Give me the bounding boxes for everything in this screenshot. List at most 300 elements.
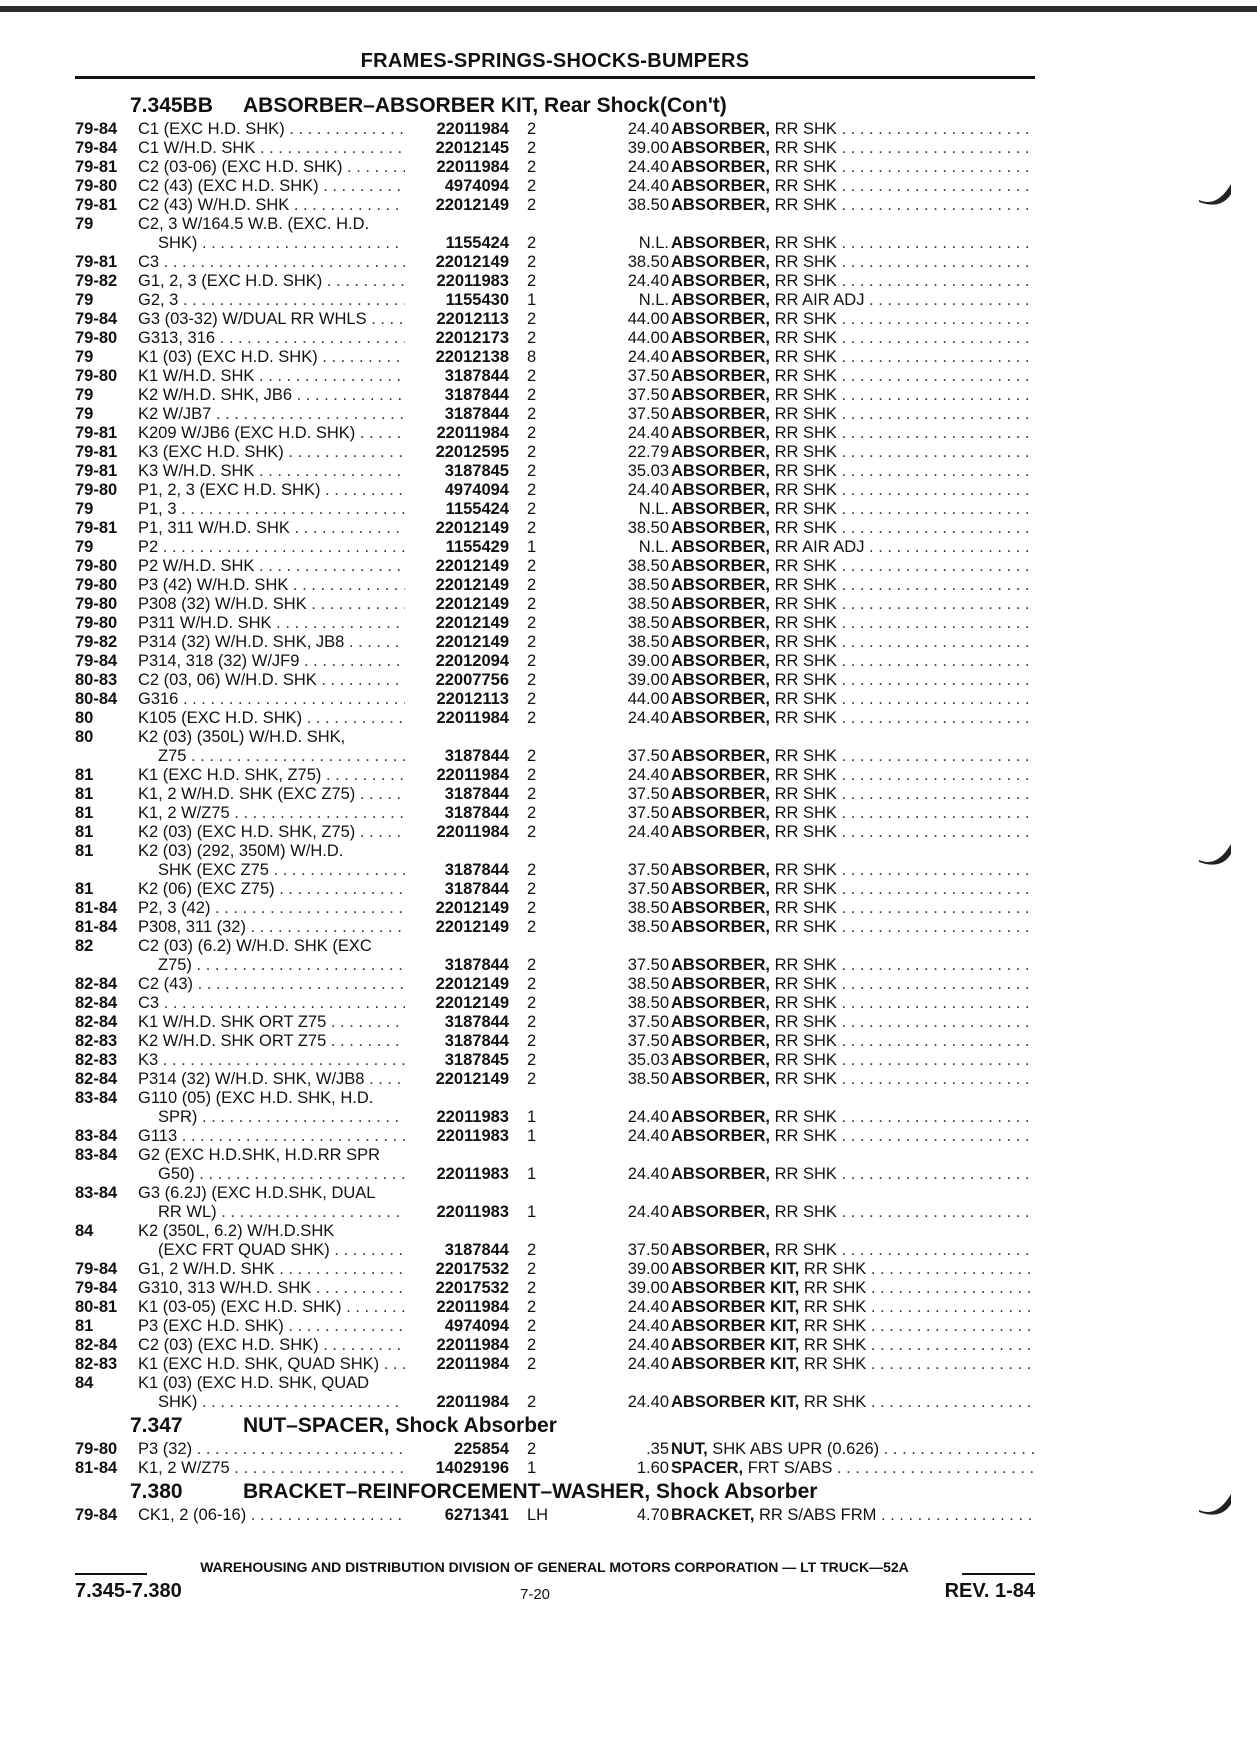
part-name-detail: RR SHK (770, 956, 837, 974)
model-year: 79-80 (75, 177, 118, 195)
application-description: (EXC FRT QUAD SHK) . . . (158, 1241, 488, 1260)
part-name-noun: ABSORBER, (671, 272, 771, 290)
model-year: 81 (75, 785, 94, 803)
table-row (75, 424, 1035, 443)
part-number: 3187844 (405, 386, 509, 405)
model-year: 82-84 (75, 1336, 118, 1354)
application-description: K1 (03-05) (EXC H.D. SHK) . . . (138, 1298, 488, 1317)
table-row (75, 975, 1035, 994)
section-number: 7.345BB (130, 94, 213, 117)
price: 38.50 (627, 595, 669, 613)
part-number: 225854 (405, 1440, 509, 1459)
part-name (671, 633, 1035, 652)
application-description: G316 . . . (138, 690, 488, 709)
part-number: 22011984 (405, 766, 509, 785)
table-row (75, 329, 1035, 348)
model-year: 79-81 (75, 443, 118, 461)
application-description: G1, 2 W/H.D. SHK . . . (138, 1260, 488, 1279)
price: 24.40 (627, 481, 669, 499)
part-name-detail: RR SHK (770, 120, 837, 138)
part-name (671, 443, 1035, 462)
section-heading (75, 1478, 1035, 1506)
application-description: G110 (05) (EXC H.D. SHK, H.D. (138, 1089, 374, 1107)
part-name-noun: ABSORBER, (671, 861, 771, 879)
quantity: 2 (527, 158, 537, 176)
table-row (75, 994, 1035, 1013)
part-name (671, 671, 1035, 690)
application-description: K3 . . . (138, 1051, 488, 1070)
model-year: 82 (75, 937, 94, 955)
table-row (75, 918, 1035, 937)
part-number: 22012149 (405, 519, 509, 538)
section-title: NUT–SPACER, Shock Absorber (243, 1414, 557, 1437)
footer-division-text: WAREHOUSING AND DISTRIBUTION DIVISION OF GENERAL MOTORS CORPORATION — LT TRUCK—52A (200, 1559, 909, 1575)
model-year: 82-84 (75, 1013, 118, 1031)
part-number: 22012149 (405, 994, 509, 1013)
quantity: 2 (527, 652, 537, 670)
part-name-detail: RR SHK (770, 405, 837, 423)
quantity: 2 (527, 367, 537, 385)
table-row (75, 1146, 1035, 1165)
part-number: 3187844 (405, 1241, 509, 1260)
part-name (671, 1440, 1035, 1459)
part-name-detail: RR SHK (770, 386, 837, 404)
model-year: 83-84 (75, 1089, 118, 1107)
model-year: 82-84 (75, 994, 118, 1012)
table-row (75, 709, 1035, 728)
part-number: 3187844 (405, 785, 509, 804)
model-year: 82-84 (75, 1070, 118, 1088)
table-row (75, 671, 1035, 690)
model-year: 80 (75, 709, 94, 727)
price: N.L. (638, 538, 669, 556)
part-number: 22011983 (405, 1165, 509, 1184)
part-name-noun: ABSORBER, (671, 1203, 771, 1221)
part-name (671, 994, 1035, 1013)
quantity: 2 (527, 1051, 537, 1069)
part-number: 1155430 (405, 291, 509, 310)
price: 39.00 (627, 652, 669, 670)
part-name-detail: RR SHK (770, 310, 837, 328)
quantity: 2 (527, 861, 537, 879)
part-name (671, 880, 1035, 899)
part-name-detail: RR SHK (770, 443, 837, 461)
application-description: G310, 313 W/H.D. SHK . . . (138, 1279, 488, 1298)
quantity: 2 (527, 1279, 537, 1297)
part-name (671, 1127, 1035, 1146)
part-name-detail: RR SHK (770, 139, 837, 157)
part-number: 22012149 (405, 899, 509, 918)
table-row (75, 310, 1035, 329)
table-row (75, 348, 1035, 367)
quantity: 2 (527, 785, 537, 803)
price: 24.40 (627, 1108, 669, 1126)
part-name (671, 158, 1035, 177)
part-name-noun: ABSORBER, (671, 994, 771, 1012)
price: 38.50 (627, 975, 669, 993)
table-row (75, 272, 1035, 291)
table-row (75, 1440, 1035, 1459)
quantity: LH (527, 1506, 549, 1524)
model-year: 79-81 (75, 196, 118, 214)
part-name (671, 709, 1035, 728)
price: 24.40 (627, 177, 669, 195)
table-row (75, 880, 1035, 899)
part-name (671, 1108, 1035, 1127)
table-row (75, 1089, 1035, 1108)
part-number: 3187844 (405, 956, 509, 975)
part-number: 22012094 (405, 652, 509, 671)
header-rule (75, 76, 1035, 79)
part-name-noun: ABSORBER, (671, 899, 771, 917)
price: 24.40 (627, 1355, 669, 1373)
application-description: C2, 3 W/164.5 W.B. (EXC. H.D. (138, 215, 370, 233)
price: 35.03 (627, 462, 669, 480)
application-description: K2 W/H.D. SHK ORT Z75 . . . (138, 1032, 488, 1051)
table-row (75, 1317, 1035, 1336)
quantity: 1 (527, 1127, 537, 1145)
quantity: 2 (527, 329, 537, 347)
part-name-noun: ABSORBER, (671, 405, 771, 423)
part-number: 22011984 (405, 1298, 509, 1317)
part-name-noun: ABSORBER, (671, 481, 771, 499)
quantity: 2 (527, 481, 537, 499)
quantity: 1 (527, 291, 537, 309)
part-number: 22012149 (405, 557, 509, 576)
part-name-detail: RR SHK (770, 519, 837, 537)
model-year: 82-84 (75, 975, 118, 993)
part-name-detail: RR SHK (770, 1070, 837, 1088)
part-name-noun: ABSORBER, (671, 1165, 771, 1183)
part-name-detail: RR SHK (770, 747, 837, 765)
part-name (671, 405, 1035, 424)
application-description: P314, 318 (32) W/JF9 . . . (138, 652, 488, 671)
quantity: 2 (527, 519, 537, 537)
part-number: 22007756 (405, 671, 509, 690)
part-number: 22012595 (405, 443, 509, 462)
part-name-detail: RR SHK (770, 234, 837, 252)
price: 39.00 (627, 671, 669, 689)
part-number: 22012145 (405, 139, 509, 158)
parts-list (75, 92, 1035, 1525)
part-name-detail: RR SHK (799, 1317, 867, 1335)
part-name (671, 348, 1035, 367)
model-year: 79-84 (75, 652, 118, 670)
part-name-noun: ABSORBER, (671, 500, 771, 518)
table-row (75, 1222, 1035, 1241)
part-name-detail: RR SHK (770, 785, 837, 803)
part-name-noun: ABSORBER, (671, 557, 771, 575)
part-name-detail: RR SHK (770, 557, 837, 575)
part-name-detail: RR SHK (770, 918, 837, 936)
application-description: K1 (03) (EXC H.D. SHK, QUAD (138, 1374, 370, 1392)
quantity: 2 (527, 196, 537, 214)
table-row (75, 481, 1035, 500)
part-number: 22011983 (405, 1108, 509, 1127)
section-continued: (Con't) (660, 94, 727, 117)
model-year: 84 (75, 1222, 94, 1240)
section-title: BRACKET–REINFORCEMENT–WASHER, Shock Absorber (243, 1480, 818, 1503)
part-name (671, 1241, 1035, 1260)
part-name-noun: ABSORBER, (671, 690, 771, 708)
part-name (671, 899, 1035, 918)
section-title: ABSORBER–ABSORBER KIT, Rear Shock (243, 94, 660, 117)
quantity: 2 (527, 918, 537, 936)
part-name-noun: ABSORBER, (671, 823, 771, 841)
part-name-noun: ABSORBER, (671, 747, 771, 765)
price: 24.40 (627, 766, 669, 784)
part-number: 22012113 (405, 310, 509, 329)
part-name-detail: RR SHK (770, 367, 837, 385)
table-row (75, 1184, 1035, 1203)
part-name-detail: RR SHK (770, 1203, 837, 1221)
part-name-noun: ABSORBER KIT, (671, 1279, 800, 1297)
part-name-detail: RR SHK (770, 994, 837, 1012)
part-name-noun: BRACKET, (671, 1506, 755, 1524)
application-description: P2, 3 (42) . . . (138, 899, 488, 918)
part-name-detail: RR SHK (799, 1298, 867, 1316)
application-description: C2 (03) (EXC H.D. SHK) . . . (138, 1336, 488, 1355)
quantity: 2 (527, 880, 537, 898)
quantity: 2 (527, 1355, 537, 1373)
table-row (75, 234, 1035, 253)
application-description: K2 (350L, 6.2) W/H.D.SHK (138, 1222, 335, 1240)
part-name-noun: ABSORBER, (671, 766, 771, 784)
quantity: 2 (527, 1013, 537, 1031)
model-year: 81-84 (75, 899, 118, 917)
quantity: 2 (527, 253, 537, 271)
part-name-detail: SHK ABS UPR (0.626) (707, 1440, 880, 1458)
table-row (75, 747, 1035, 766)
price: 38.50 (627, 614, 669, 632)
part-name (671, 1355, 1035, 1374)
part-name-detail: RR SHK (770, 633, 837, 651)
part-name (671, 785, 1035, 804)
part-name (671, 1260, 1035, 1279)
model-year: 81 (75, 880, 94, 898)
price: 24.40 (627, 272, 669, 290)
model-year: 79-84 (75, 1260, 118, 1278)
price: 38.50 (627, 1070, 669, 1088)
part-name-noun: ABSORBER, (671, 652, 771, 670)
model-year: 82-83 (75, 1355, 118, 1373)
table-row (75, 139, 1035, 158)
table-row (75, 215, 1035, 234)
table-row (75, 1506, 1035, 1525)
part-name (671, 1459, 1035, 1478)
model-year: 81-84 (75, 918, 118, 936)
part-name (671, 234, 1035, 253)
model-year: 79 (75, 405, 94, 423)
model-year: 79-84 (75, 1279, 118, 1297)
part-name-detail: RR SHK (770, 804, 837, 822)
quantity: 2 (527, 424, 537, 442)
section-heading (75, 1412, 1035, 1440)
quantity: 2 (527, 405, 537, 423)
table-row (75, 576, 1035, 595)
part-number: 6271341 (405, 1506, 509, 1525)
application-description: C2 (03, 06) W/H.D. SHK . . . (138, 671, 488, 690)
quantity: 2 (527, 709, 537, 727)
application-description: K1, 2 W/H.D. SHK (EXC Z75) . . . (138, 785, 488, 804)
application-description: K1, 2 W/Z75 . . . (138, 804, 488, 823)
part-number: 22011984 (405, 1355, 509, 1374)
part-name-noun: ABSORBER, (671, 633, 771, 651)
model-year: 79-80 (75, 557, 118, 575)
model-year: 79 (75, 538, 94, 556)
part-name-detail: RR SHK (770, 1127, 837, 1145)
model-year: 81 (75, 842, 94, 860)
application-description: P1, 2, 3 (EXC H.D. SHK) . . . (138, 481, 488, 500)
application-description: P308, 311 (32) . . . (138, 918, 488, 937)
part-number: 3187844 (405, 747, 509, 766)
application-description: P308 (32) W/H.D. SHK . . . (138, 595, 488, 614)
part-number: 3187845 (405, 1051, 509, 1070)
part-name (671, 690, 1035, 709)
part-number: 22017532 (405, 1279, 509, 1298)
part-name-noun: ABSORBER, (671, 956, 771, 974)
part-name-detail: RR SHK (799, 1336, 867, 1354)
table-row (75, 253, 1035, 272)
part-name-noun: ABSORBER, (671, 785, 771, 803)
quantity: 1 (527, 1108, 537, 1126)
part-name (671, 766, 1035, 785)
part-name-noun: ABSORBER KIT, (671, 1260, 800, 1278)
part-name-noun: ABSORBER, (671, 918, 771, 936)
model-year: 79-80 (75, 481, 118, 499)
table-row (75, 614, 1035, 633)
price: 38.50 (627, 557, 669, 575)
part-name (671, 462, 1035, 481)
part-number: 4974094 (405, 177, 509, 196)
price: 37.50 (627, 1013, 669, 1031)
part-name-detail: RR SHK (770, 595, 837, 613)
price: 44.00 (627, 690, 669, 708)
application-description: K2 W/JB7 . . . (138, 405, 488, 424)
application-description: C1 W/H.D. SHK . . . (138, 139, 488, 158)
model-year: 79 (75, 215, 94, 233)
table-row (75, 177, 1035, 196)
part-name-detail: RR SHK (799, 1355, 867, 1373)
part-name-detail: RR SHK (770, 652, 837, 670)
application-description: SHK) . . . (158, 1393, 488, 1412)
part-number: 3187844 (405, 861, 509, 880)
part-name (671, 1393, 1035, 1412)
application-description: RR WL) . . . (158, 1203, 488, 1222)
part-name (671, 253, 1035, 272)
model-year: 79-82 (75, 272, 118, 290)
part-name-detail: RR SHK (770, 177, 837, 195)
table-row (75, 633, 1035, 652)
model-year: 79-80 (75, 1440, 118, 1458)
model-year: 79-80 (75, 329, 118, 347)
part-name (671, 1506, 1035, 1525)
part-number: 3187844 (405, 1032, 509, 1051)
application-description: K3 W/H.D. SHK . . . (138, 462, 488, 481)
part-name (671, 1279, 1035, 1298)
table-row (75, 1203, 1035, 1222)
part-name-noun: NUT, (671, 1440, 708, 1458)
price: N.L. (638, 291, 669, 309)
table-row (75, 595, 1035, 614)
model-year: 81 (75, 1317, 94, 1335)
part-name-detail: RR SHK (799, 1393, 867, 1411)
part-name-noun: ABSORBER, (671, 120, 771, 138)
footer-rule-right (962, 1573, 1035, 1575)
part-name-noun: ABSORBER, (671, 424, 771, 442)
application-description: G3 (6.2J) (EXC H.D.SHK, DUAL (138, 1184, 376, 1202)
price: 37.50 (627, 386, 669, 404)
quantity: 2 (527, 1070, 537, 1088)
table-row (75, 1459, 1035, 1478)
model-year: 79 (75, 500, 94, 518)
part-name-detail: RR SHK (770, 1108, 837, 1126)
quantity: 8 (527, 348, 537, 366)
quantity: 2 (527, 576, 537, 594)
application-description: P1, 3 . . . (138, 500, 488, 519)
part-name-detail: RR SHK (770, 424, 837, 442)
model-year: 84 (75, 1374, 94, 1392)
price: 38.50 (627, 633, 669, 651)
part-name (671, 747, 1035, 766)
part-number: 22011983 (405, 272, 509, 291)
application-description: G113 . . . (138, 1127, 488, 1146)
table-row (75, 1108, 1035, 1127)
part-name-detail: RR SHK (770, 671, 837, 689)
model-year: 79 (75, 386, 94, 404)
part-name-noun: ABSORBER, (671, 880, 771, 898)
quantity: 2 (527, 690, 537, 708)
part-name-noun: ABSORBER, (671, 538, 771, 556)
application-description: K3 (EXC H.D. SHK) . . . (138, 443, 488, 462)
part-name (671, 861, 1035, 880)
part-number: 1155429 (405, 538, 509, 557)
part-number: 3187844 (405, 804, 509, 823)
part-name (671, 576, 1035, 595)
part-name-noun: ABSORBER, (671, 462, 771, 480)
section-number: 7.380 (130, 1480, 183, 1503)
application-description: K2 W/H.D. SHK, JB6 . . . (138, 386, 488, 405)
table-row (75, 690, 1035, 709)
price: 24.40 (627, 424, 669, 442)
part-number: 3187844 (405, 367, 509, 386)
quantity: 2 (527, 443, 537, 461)
part-name (671, 956, 1035, 975)
part-number: 22011984 (405, 709, 509, 728)
model-year: 80-81 (75, 1298, 118, 1316)
table-row (75, 766, 1035, 785)
part-name-noun: ABSORBER, (671, 1013, 771, 1031)
application-description: K209 W/JB6 (EXC H.D. SHK) . . . (138, 424, 488, 443)
model-year: 81-84 (75, 1459, 118, 1477)
part-name (671, 139, 1035, 158)
quantity: 1 (527, 1165, 537, 1183)
quantity: 2 (527, 386, 537, 404)
quantity: 2 (527, 1317, 537, 1335)
quantity: 2 (527, 1393, 537, 1411)
price: 24.40 (627, 158, 669, 176)
application-description: K2 (03) (EXC H.D. SHK, Z75) . . . (138, 823, 488, 842)
part-name-detail: RR SHK (770, 1165, 837, 1183)
quantity: 2 (527, 975, 537, 993)
part-name-detail: RR SHK (770, 709, 837, 727)
application-description: K1 W/H.D. SHK . . . (138, 367, 488, 386)
part-name-detail: RR SHK (770, 576, 837, 594)
model-year: 82-83 (75, 1032, 118, 1050)
part-name-detail: RR SHK (770, 329, 837, 347)
table-row (75, 1374, 1035, 1393)
part-name (671, 614, 1035, 633)
